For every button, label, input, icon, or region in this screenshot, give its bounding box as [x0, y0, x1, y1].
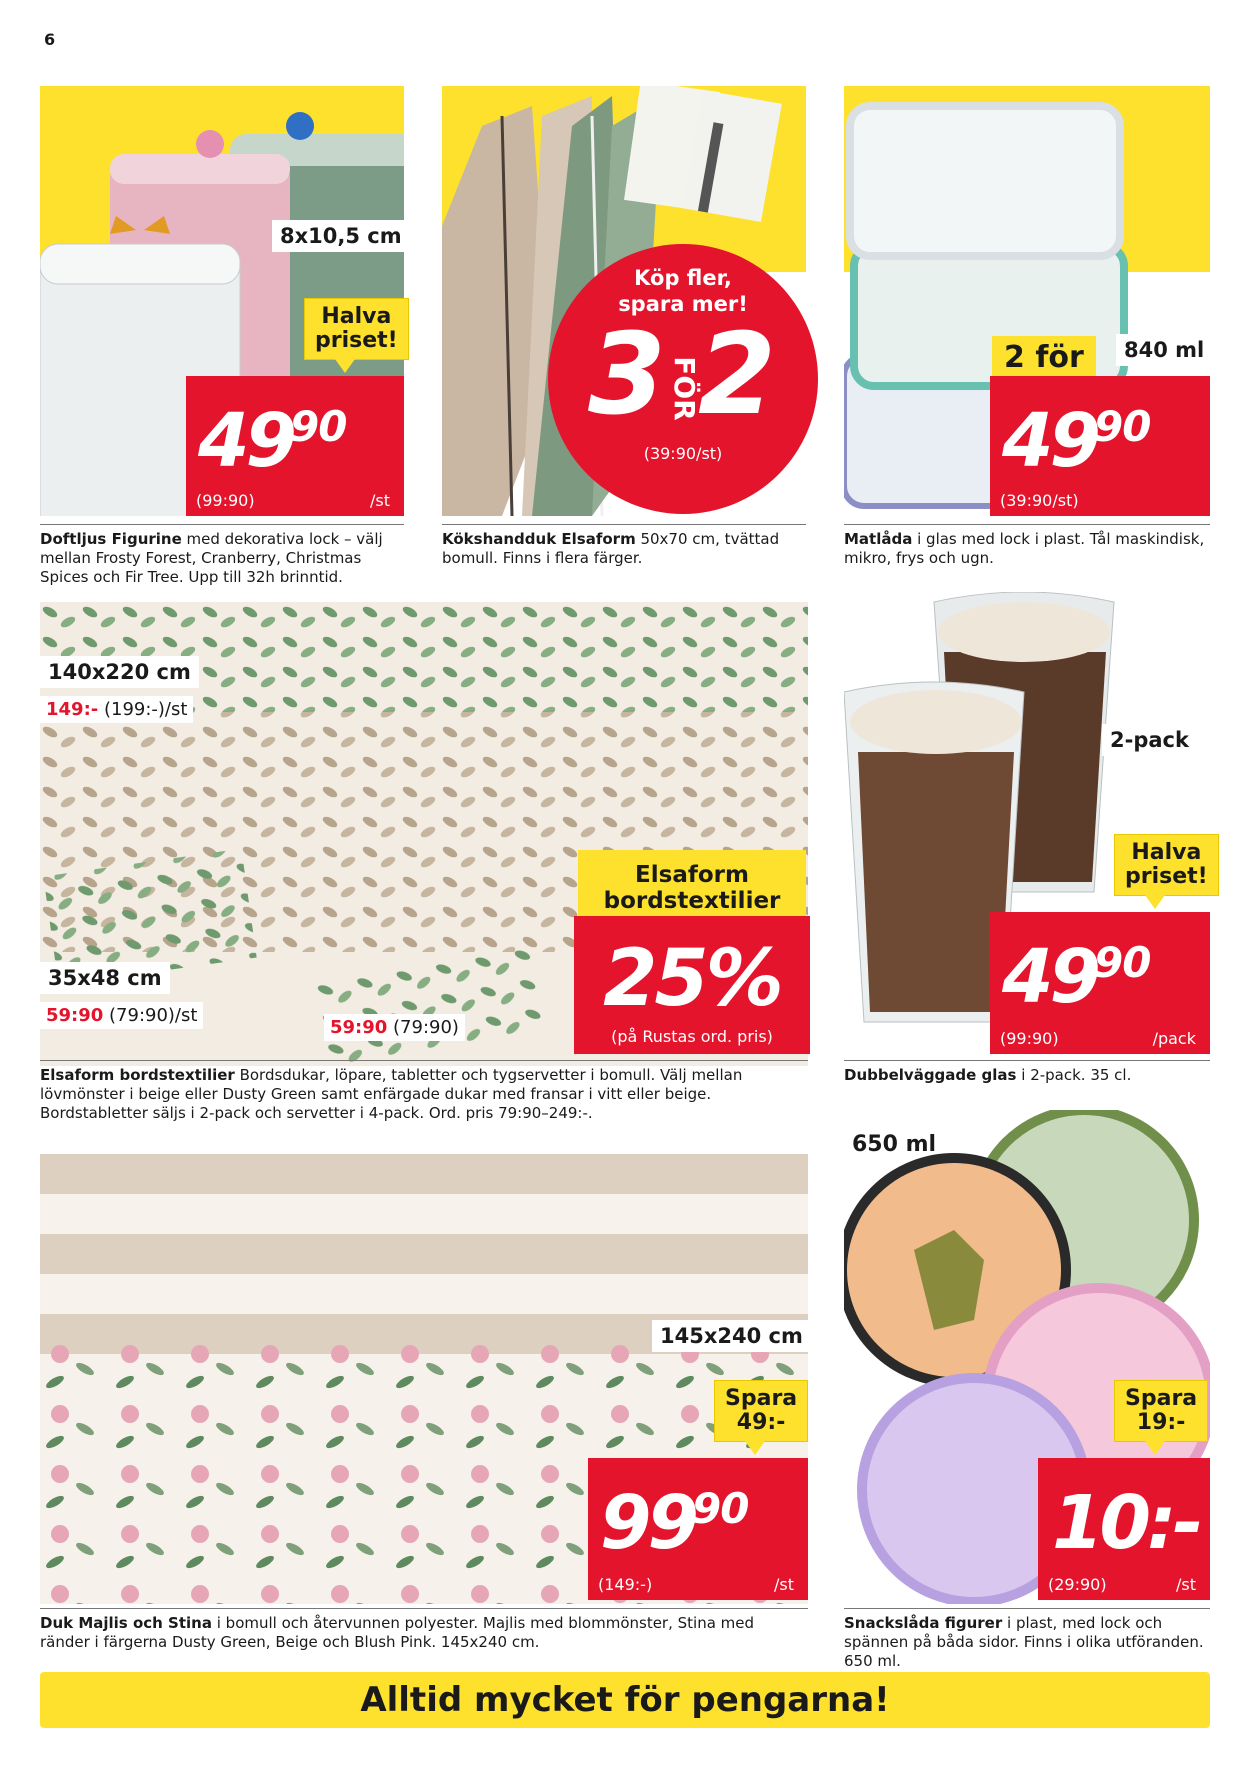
- tablecloth-price-cents: 90: [692, 1484, 749, 1533]
- candles-desc-text: med dekorativa lock – välj mellan Frosty Forest, Cranberry, Christmas Spices och Fir Tree. Upp till 32h brinntid.: [40, 530, 383, 586]
- candles-divider: [40, 524, 404, 525]
- glasses-desc-bold: Dubbelväggade glas: [844, 1066, 1017, 1084]
- towels-divider: [442, 524, 806, 525]
- lunchbox-price: [990, 376, 1210, 516]
- tablecloth-divider: [40, 1608, 808, 1609]
- snackbox-price-main: 10:-: [1052, 1480, 1200, 1566]
- lunchbox-price-main: 49: [1002, 398, 1097, 484]
- lunchbox-divider: [844, 524, 1210, 525]
- textiles-size-1: 140x220 cm: [40, 656, 199, 688]
- towels-right-digit: 2: [698, 310, 776, 440]
- candles-old-price: (99:90): [196, 491, 255, 510]
- glasses-desc-text: i 2-pack. 35 cl.: [1016, 1066, 1132, 1084]
- glasses-badge-line1: Halva: [1131, 840, 1202, 865]
- textiles-badge-line2: bordstextilier: [603, 888, 781, 914]
- snackbox-price: [1038, 1458, 1210, 1600]
- textiles-desc-text: Bordsdukar, löpare, tabletter och tygservetter i bomull. Välj mellan lövmönster i beige eller Dusty Green samt enfärgade dukar med fransar i vitt eller beige. Bordstabletter säljs i 2-pack och servetter i 4-pack. Ord. pris 79:90–249:-.: [40, 1066, 743, 1122]
- glasses-old-price: (99:90): [1000, 1029, 1059, 1048]
- textiles-price-1-red: 149:-: [46, 699, 99, 720]
- textiles-price-2-red: 59:90: [46, 1005, 104, 1026]
- page-number: 6: [44, 30, 56, 49]
- snackbox-badge-line1: Spara: [1125, 1386, 1198, 1411]
- tablecloth-badge: [714, 1380, 808, 1442]
- tablecloth-badge-line1: Spara: [725, 1386, 798, 1411]
- textiles-price-3: [324, 1014, 465, 1041]
- candles-price-main: 49: [198, 398, 293, 484]
- textiles-price-3-old: (79:90): [387, 1017, 459, 1038]
- candles-badge-line2: priset!: [315, 328, 398, 353]
- glasses-description: [844, 1066, 1210, 1085]
- lunchbox-size: 840 ml: [1116, 334, 1212, 366]
- tablecloth-old-price: (149:-): [598, 1575, 653, 1594]
- tablecloth-description: [40, 1614, 808, 1652]
- snackbox-badge: [1114, 1380, 1208, 1442]
- tablecloth-desc-text: i bomull och återvunnen polyester. Majlis med blommönster, Stina med ränder i färgerna Dusty Green, Beige och Blush Pink. 145x240 cm.: [40, 1614, 755, 1651]
- textiles-price-3-red: 59:90: [330, 1017, 388, 1038]
- glasses-badge-line2: priset!: [1125, 864, 1208, 889]
- towels-desc-text: 50x70 cm, tvättad bomull. Finns i flera färger.: [442, 530, 780, 567]
- towels-circle-line2: spara mer!: [618, 292, 748, 316]
- snackbox-divider: [844, 1608, 1210, 1609]
- textiles-price-1-old: (199:-)/st: [98, 699, 188, 720]
- glasses-size: 2-pack: [1102, 724, 1197, 756]
- candles-price-unit: /st: [370, 491, 390, 510]
- textiles-description: [40, 1066, 808, 1123]
- lunchbox-description: [844, 530, 1210, 568]
- snackbox-desc-bold: Snackslåda figurer: [844, 1614, 1003, 1632]
- textiles-price-2-old: (79:90)/st: [103, 1005, 198, 1026]
- towels-description: [442, 530, 806, 568]
- glasses-divider: [844, 1060, 1210, 1061]
- snackbox-price-unit: /st: [1176, 1575, 1196, 1594]
- lunchbox-price-cents: 90: [1094, 402, 1151, 451]
- textiles-badge-line1: Elsaform: [635, 862, 749, 888]
- towels-left-digit: 3: [588, 310, 666, 440]
- textiles-divider: [40, 1060, 808, 1061]
- snackbox-old-price: (29:90): [1048, 1575, 1107, 1594]
- lunchbox-badge: 2 för: [992, 336, 1096, 379]
- candles-description: [40, 530, 404, 587]
- textiles-size-2: 35x48 cm: [40, 962, 170, 994]
- tablecloth-size: 145x240 cm: [652, 1320, 811, 1352]
- textiles-discount: [574, 916, 810, 1054]
- lunchbox-desc-text: i glas med lock i plast. Tål maskindisk, mikro, frys och ugn.: [844, 530, 1205, 567]
- towels-for-text: FÖR: [667, 356, 701, 421]
- snackbox-desc-text: i plast, med lock och spännen på båda sidor. Finns i olika utföranden. 650 ml.: [844, 1614, 1204, 1670]
- lunchbox-old-price: (39:90/st): [1000, 491, 1079, 510]
- candles-price-cents: 90: [290, 402, 347, 451]
- glasses-badge: [1114, 834, 1219, 896]
- candles-badge: [304, 298, 409, 360]
- lunchbox-desc-bold: Matlåda: [844, 530, 913, 548]
- footer-slogan: Alltid mycket för pengarna!: [40, 1672, 1210, 1728]
- tablecloth-desc-bold: Duk Majlis och Stina: [40, 1614, 212, 1632]
- towels-sub-price: (39:90/st): [643, 444, 723, 463]
- tablecloth-badge-line2: 49:-: [736, 1410, 786, 1435]
- snackbox-description: [844, 1614, 1210, 1671]
- tablecloth-price-unit: /st: [774, 1575, 794, 1594]
- textiles-price-2: [40, 1002, 203, 1029]
- snackbox-badge-line2: 19:-: [1136, 1410, 1186, 1435]
- towels-circle-line1: Köp fler,: [634, 266, 732, 290]
- textiles-percent-sub: (på Rustas ord. pris): [611, 1027, 773, 1046]
- tablecloth-price-main: 99: [600, 1480, 695, 1566]
- tablecloth-price: [588, 1458, 808, 1600]
- candles-price: [186, 376, 404, 516]
- candles-badge-line1: Halva: [321, 304, 392, 329]
- textiles-desc-bold: Elsaform bordstextilier: [40, 1066, 235, 1084]
- towels-promo-circle: [548, 244, 818, 514]
- candles-desc-bold: Doftljus Figurine: [40, 530, 182, 548]
- textiles-percent: 25%: [603, 934, 781, 1024]
- snackbox-size: 650 ml: [852, 1132, 937, 1157]
- glasses-price: [990, 912, 1210, 1054]
- glasses-price-main: 49: [1002, 934, 1097, 1020]
- glasses-price-cents: 90: [1094, 938, 1151, 987]
- towels-desc-bold: Kökshandduk Elsaform: [442, 530, 636, 548]
- candles-size: 8x10,5 cm: [272, 220, 410, 252]
- textiles-price-1: [40, 696, 193, 723]
- glasses-price-unit: /pack: [1152, 1029, 1196, 1048]
